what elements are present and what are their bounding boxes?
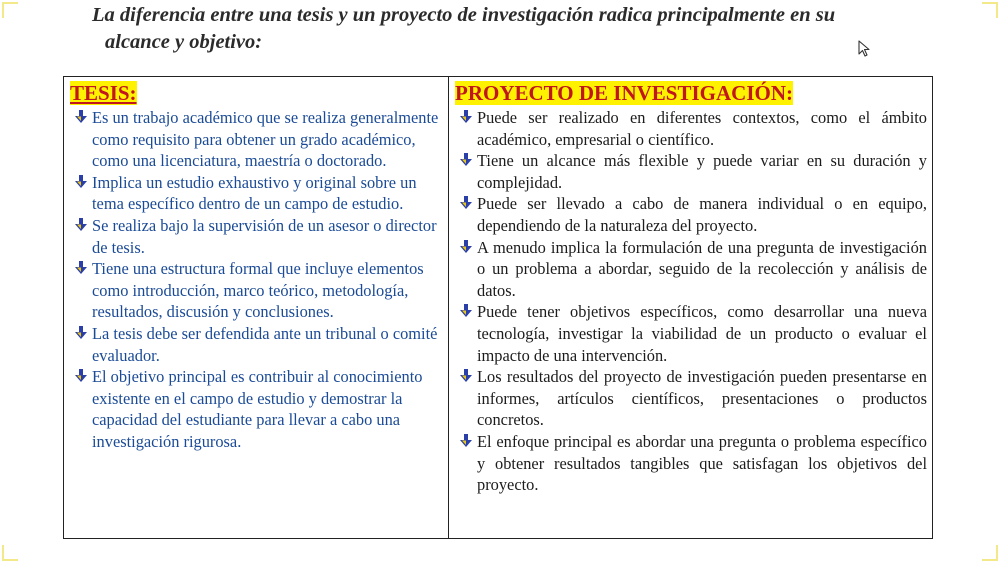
tesis-list-item: [70, 107, 443, 172]
tesis-list-item: [70, 258, 443, 323]
proyecto-list-item: [455, 237, 927, 302]
proyecto-header: PROYECTO DE INVESTIGACIÓN:: [455, 81, 793, 105]
proyecto-list-item: [455, 301, 927, 366]
tesis-list: [70, 107, 443, 453]
comparison-table: [63, 76, 933, 539]
tesis-list-item: [70, 215, 443, 258]
proyecto-list-item: [455, 107, 927, 150]
proyecto-list-item: [455, 150, 927, 193]
down-arrow-bullet-icon: [459, 369, 473, 383]
tesis-column: [64, 77, 449, 539]
tesis-list-item-text: Tiene una estructura formal que incluye elementos como introducción, marco teórico, metodología, resultados, discusión y conclusiones.: [92, 259, 424, 322]
proyecto-list-item-text: El enfoque principal es abordar una pregunta o problema específico y obtener resultados tangibles que satisfagan los objetivos del proyecto.: [477, 431, 927, 495]
intro-line-2: alcance y objetivo:: [105, 31, 263, 53]
intro-paragraph: [92, 2, 952, 56]
proyecto-column: [449, 77, 933, 539]
tesis-list-item-text: Es un trabajo académico que se realiza generalmente como requisito para obtener un grado académico, como una licenciatura, maestría o doctorado.: [92, 108, 439, 171]
down-arrow-bullet-icon: [459, 110, 473, 124]
proyecto-list-item-text: Puede tener objetivos específicos, como desarrollar una nueva tecnología, investigar la viabilidad de un producto o evaluar el impacto de una intervención.: [477, 302, 927, 365]
proyecto-list-item-text: Tiene un alcance más flexible y puede variar en su duración y complejidad.: [477, 151, 927, 192]
tesis-list-item-text: Implica un estudio exhaustivo y original sobre un tema específico dentro de un campo de estudio.: [92, 172, 417, 214]
down-arrow-bullet-icon: [459, 196, 473, 210]
proyecto-list-item-text: Puede ser llevado a cabo de manera individual o en equipo, dependiendo de la naturaleza del proyecto.: [477, 194, 927, 235]
mouse-pointer-icon: [858, 40, 872, 58]
proyecto-list-item-text: A menudo implica la formulación de una pregunta de investigación o un problema a abordar, seguido de la recolección y análisis de datos.: [477, 237, 927, 300]
down-arrow-bullet-icon: [459, 153, 473, 167]
tesis-header: TESIS:: [70, 81, 137, 105]
down-arrow-bullet-icon: [74, 326, 88, 340]
frame-corner: [2, 545, 18, 561]
tesis-list-item: [70, 323, 443, 366]
proyecto-list-item: [455, 366, 927, 431]
tesis-list-item-text: La tesis debe ser defendida ante un tribunal o comité evaluador.: [92, 323, 438, 365]
proyecto-list: [455, 107, 927, 496]
frame-corner: [2, 2, 18, 18]
down-arrow-bullet-icon: [459, 304, 473, 318]
down-arrow-bullet-icon: [74, 369, 88, 383]
proyecto-list-item: [455, 193, 927, 236]
tesis-list-item-text: El objetivo principal es contribuir al conocimiento existente en el campo de estudio y demostrar la capacidad del estudiante para llevar a cabo una investigación rigurosa.: [92, 367, 423, 451]
tesis-list-item: [70, 172, 443, 215]
tesis-list-item: [70, 366, 443, 452]
down-arrow-bullet-icon: [74, 261, 88, 275]
down-arrow-bullet-icon: [74, 175, 88, 189]
frame-corner: [982, 2, 998, 18]
down-arrow-bullet-icon: [459, 434, 473, 448]
proyecto-list-item-text: Los resultados del proyecto de investigación pueden presentarse en informes, artículos científicos, presentaciones o productos concretos.: [477, 367, 927, 430]
intro-line-1: La diferencia entre una tesis y un proyecto de investigación radica principalmente en su: [92, 4, 836, 26]
tesis-list-item-text: Se realiza bajo la supervisión de un asesor o director de tesis.: [92, 215, 437, 257]
down-arrow-bullet-icon: [74, 218, 88, 232]
proyecto-list-item: [455, 431, 927, 496]
down-arrow-bullet-icon: [459, 240, 473, 254]
proyecto-list-item-text: Puede ser realizado en diferentes contextos, como el ámbito académico, empresarial o científico.: [477, 108, 927, 149]
frame-corner: [982, 545, 998, 561]
down-arrow-bullet-icon: [74, 110, 88, 124]
